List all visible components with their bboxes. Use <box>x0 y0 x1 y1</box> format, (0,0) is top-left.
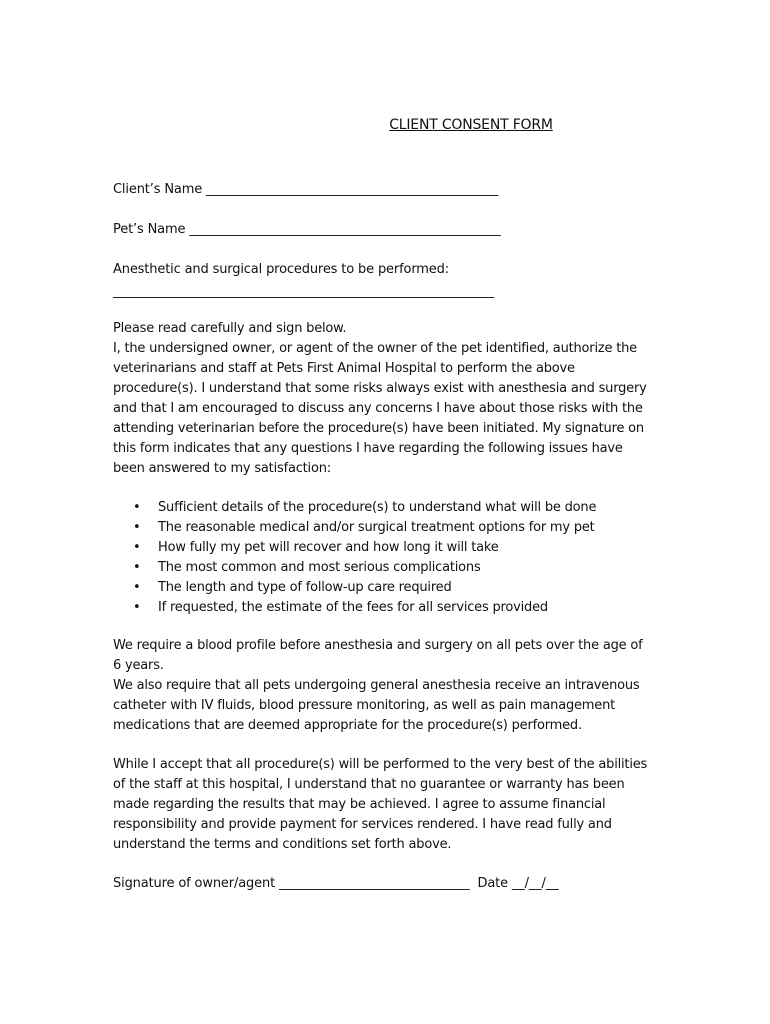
procedures-field[interactable]: ____________________________________________________________ <box>113 284 495 299</box>
consent-paragraph: I, the undersigned owner, or agent of the owner of the pet identified, authorize the veterinarians and staff at Pets First Animal Hospital to perform the above procedure(s). I understand that some risks always exist with anesthesia and surgery and that I am encouraged to discuss any concerns I have about those risks with the attending veterinarian before the procedure(s) have been initiated. My signature on this form indicates that any questions I have regarding the following issues have been answered to my satisfaction: <box>113 341 647 476</box>
form-title: CLIENT CONSENT FORM <box>389 117 553 133</box>
client-name-field[interactable]: Client’s Name ______________________________________________ <box>113 182 499 197</box>
issues-list <box>133 498 596 618</box>
list-item: • The reasonable medical and/or surgical treatment options for my pet <box>133 518 596 538</box>
blood-profile-paragraph: We require a blood profile before anesthesia and surgery on all pets over the age of 6 years. <box>113 638 643 673</box>
pet-name-field[interactable]: Pet’s Name _________________________________________________ <box>113 222 501 237</box>
accept-paragraph: While I accept that all procedure(s) will be performed to the very best of the abilities of the staff at this hospital, I understand that no guarantee or warranty has been made regarding the results that may be achieved. I agree to assume financial responsibility and provide payment for services rendered. I have read fully and understand the terms and conditions set forth above. <box>113 757 648 852</box>
signature-field[interactable]: Signature of owner/agent ______________________________ Date __/__/__ <box>113 876 559 891</box>
bullet-icon: • <box>133 500 141 515</box>
list-item: • The length and type of follow-up care required <box>133 578 596 598</box>
bullet-icon: • <box>133 520 141 535</box>
bullet-icon: • <box>133 580 141 595</box>
iv-fluids-paragraph: We also require that all pets undergoing general anesthesia receive an intravenous catheter with IV fluids, blood pressure monitoring, as well as pain management medications that are deemed appropriate for the procedure(s) performed. <box>113 678 640 733</box>
list-item: • The most common and most serious complications <box>133 558 596 578</box>
consent-section <box>113 319 653 479</box>
bullet-icon: • <box>133 600 141 615</box>
list-item: • If requested, the estimate of the fees for all services provided <box>133 598 596 618</box>
requirements-section <box>113 636 653 736</box>
procedures-label: Anesthetic and surgical procedures to be performed: <box>113 262 449 277</box>
intro-line: Please read carefully and sign below. <box>113 321 347 336</box>
list-item: • Sufficient details of the procedure(s) to understand what will be done <box>133 498 596 518</box>
bullet-icon: • <box>133 560 141 575</box>
list-item: • How fully my pet will recover and how long it will take <box>133 538 596 558</box>
bullet-icon: • <box>133 540 141 555</box>
